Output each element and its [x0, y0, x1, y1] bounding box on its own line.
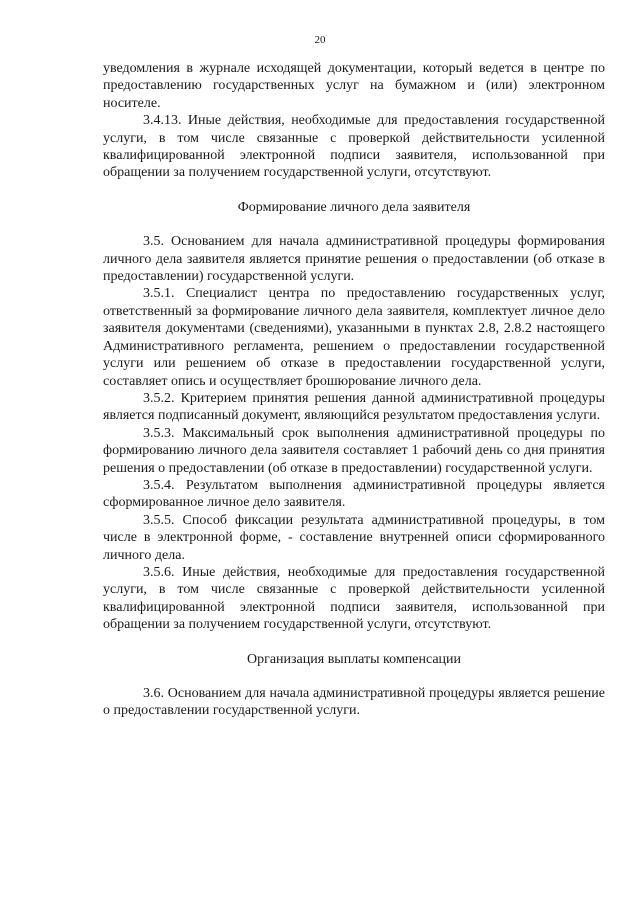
paragraph-3-4-13: 3.4.13. Иные действия, необходимые для предоставления государственной услуги, в том числе связанные с проверкой действительности усиленной квалифицированной электронной подписи заявителя, использованной при обращении за получением государственной услуги, отсутствуют.	[103, 113, 605, 181]
paragraph-3-6: 3.6. Основанием для начала административной процедуры является решение о предоставлении государственной услуги.	[103, 686, 605, 719]
paragraph-3-5-6: 3.5.6. Иные действия, необходимые для предоставления государственной услуги, в том числе связанные с проверкой действительности усиленной квалифицированной электронной подписи заявителя, использованной при обращении за получением государственной услуги, отсутствуют.	[103, 564, 605, 633]
paragraph-3-5-1: 3.5.1. Специалист центра по предоставлению государственных услуг, ответственный за формирование личного дела заявителя, комплектует личное дело заявителя документами (сведениями), указанными в пунктах 2.8, 2.8.2 настоящего Административного регламента, решением о предоставлении государственной услуги или решением об отказе в предоставлении государственной услуги, составляет опись и осуществляет брошюрование личного дела.	[103, 286, 605, 389]
paragraph-3-5-5: 3.5.5. Способ фиксации результата административной процедуры, в том числе в электронной форме, - составление внутренней описи сформированного личного дела.	[103, 512, 605, 563]
section-heading-compensation: Организация выплаты компенсации	[246, 651, 462, 667]
paragraph-continuation: уведомления в журнале исходящей документации, который ведется в центре по предоставлению государственных услуг на бумажном и (или) электронном носителе.	[103, 61, 605, 111]
section-heading-personal-file: Формирование личного дела заявителя	[237, 199, 471, 215]
paragraph-3-5-3: 3.5.3. Максимальный срок выполнения административной процедуры по формированию личного дела заявителя составляет 1 рабочий день со дня принятия решения о предоставлении (об отказе в предоставлении) государственной услуги.	[103, 425, 605, 476]
page-number: 20	[314, 34, 326, 46]
paragraph-3-5-2: 3.5.2. Критерием принятия решения данной административной процедуры является подписанный документ, являющийся результатом предоставления услуги.	[103, 390, 605, 424]
document-body	[103, 60, 605, 720]
paragraph-3-5-4: 3.5.4. Результатом выполнения административной процедуры является сформированное личное дело заявителя.	[103, 477, 605, 511]
paragraph-3-5: 3.5. Основанием для начала административной процедуры формирования личного дела заявителя является принятие решения о предоставлении (об отказе в предоставлении) государственной услуги.	[103, 234, 605, 285]
